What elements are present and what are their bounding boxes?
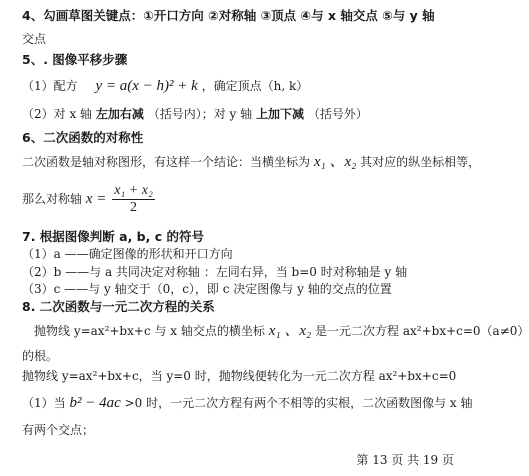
continuation-text: 交点 <box>22 32 47 46</box>
roots-post: 是一元二次方程 ax²+bx+c=0（a≠0） <box>315 324 529 338</box>
roots-pre: 抛物线 y=ax²+bx+c 与 x 轴交点的横坐标 <box>34 324 265 338</box>
discriminant-post: >0 时，一元二次方程有两个不相等的实根，二次函数图像与 x 轴 <box>124 396 473 410</box>
discriminant-pre: （1）当 <box>22 396 66 410</box>
step-2-a: （2）对 x 轴 <box>22 107 93 121</box>
discriminant-line <box>22 395 472 411</box>
vertex-form-formula: y = a(x − h)² + k <box>95 78 198 94</box>
step-1-label: （1）配方 <box>22 79 78 93</box>
axis-fraction <box>112 183 155 216</box>
conversion-line: 抛物线 y=ax²+bx+c，当 y=0 时，抛物线便转化为一元二次方程 ax²+bx+c=0 <box>22 369 457 383</box>
step-2-bold-2: 上加下减 <box>255 107 304 121</box>
roots-vars: x₁ 、x₂ <box>268 323 312 339</box>
sign-c-line: （3）c ——与 y 轴交于（0，c），即 c 决定图像与 y 轴的交点的位置 <box>22 282 392 296</box>
step-1-post: ，确定顶点（h, k） <box>201 79 309 93</box>
roots-continuation: 的根。 <box>22 349 59 363</box>
step-2-line <box>22 106 368 122</box>
symmetry-post: 其对应的纵坐标相等， <box>360 155 481 169</box>
symmetry-vars: x₁ 、x₂ <box>313 154 357 170</box>
sign-b-line: （2）b ——与 a 共同决定对称轴 ：左同右异，当 b=0 时对称轴是 y 轴 <box>22 265 408 279</box>
section-8-heading: 8. 二次函数与一元二次方程的关系 <box>22 299 215 314</box>
sign-a-line: （1）a ——确定图像的形状和开口方向 <box>22 247 233 261</box>
intersections-line: 有两个交点； <box>22 423 95 437</box>
step-2-e: （括号外） <box>307 107 368 121</box>
key-points-text: 4、勾画草图关键点：①开口方向 ②对称轴 ③顶点 ④与 x 轴交点 ⑤与 y 轴 <box>22 8 435 23</box>
fraction-denominator: 2 <box>130 200 137 215</box>
axis-line <box>22 182 155 216</box>
axis-x: x = <box>85 191 107 207</box>
key-points-continuation <box>22 31 46 47</box>
step-2-c: （括号内）；对 y 轴 <box>147 107 253 121</box>
symmetry-pre: 二次函数是轴对称图形，有这样一个结论：当横坐标为 <box>22 155 311 169</box>
step-2-bold-1: 左加右减 <box>95 107 144 121</box>
roots-line <box>34 323 529 339</box>
fraction-numerator: x₁ + x₂ <box>114 183 153 198</box>
section-6-heading: 6、二次函数的对称性 <box>22 130 144 145</box>
symmetry-line <box>22 154 480 170</box>
step-1-line <box>22 78 308 94</box>
section-7-heading: 7. 根据图像判断 a, b, c 的符号 <box>22 229 204 244</box>
section-5-heading: 5、. 图像平移步骤 <box>22 52 128 67</box>
page-number: 第 13 页 共 19 页 <box>356 453 454 467</box>
discriminant-expr: b² − 4ac <box>69 395 121 411</box>
key-points-line <box>22 8 435 24</box>
axis-pre: 那么对称轴 <box>22 192 83 206</box>
